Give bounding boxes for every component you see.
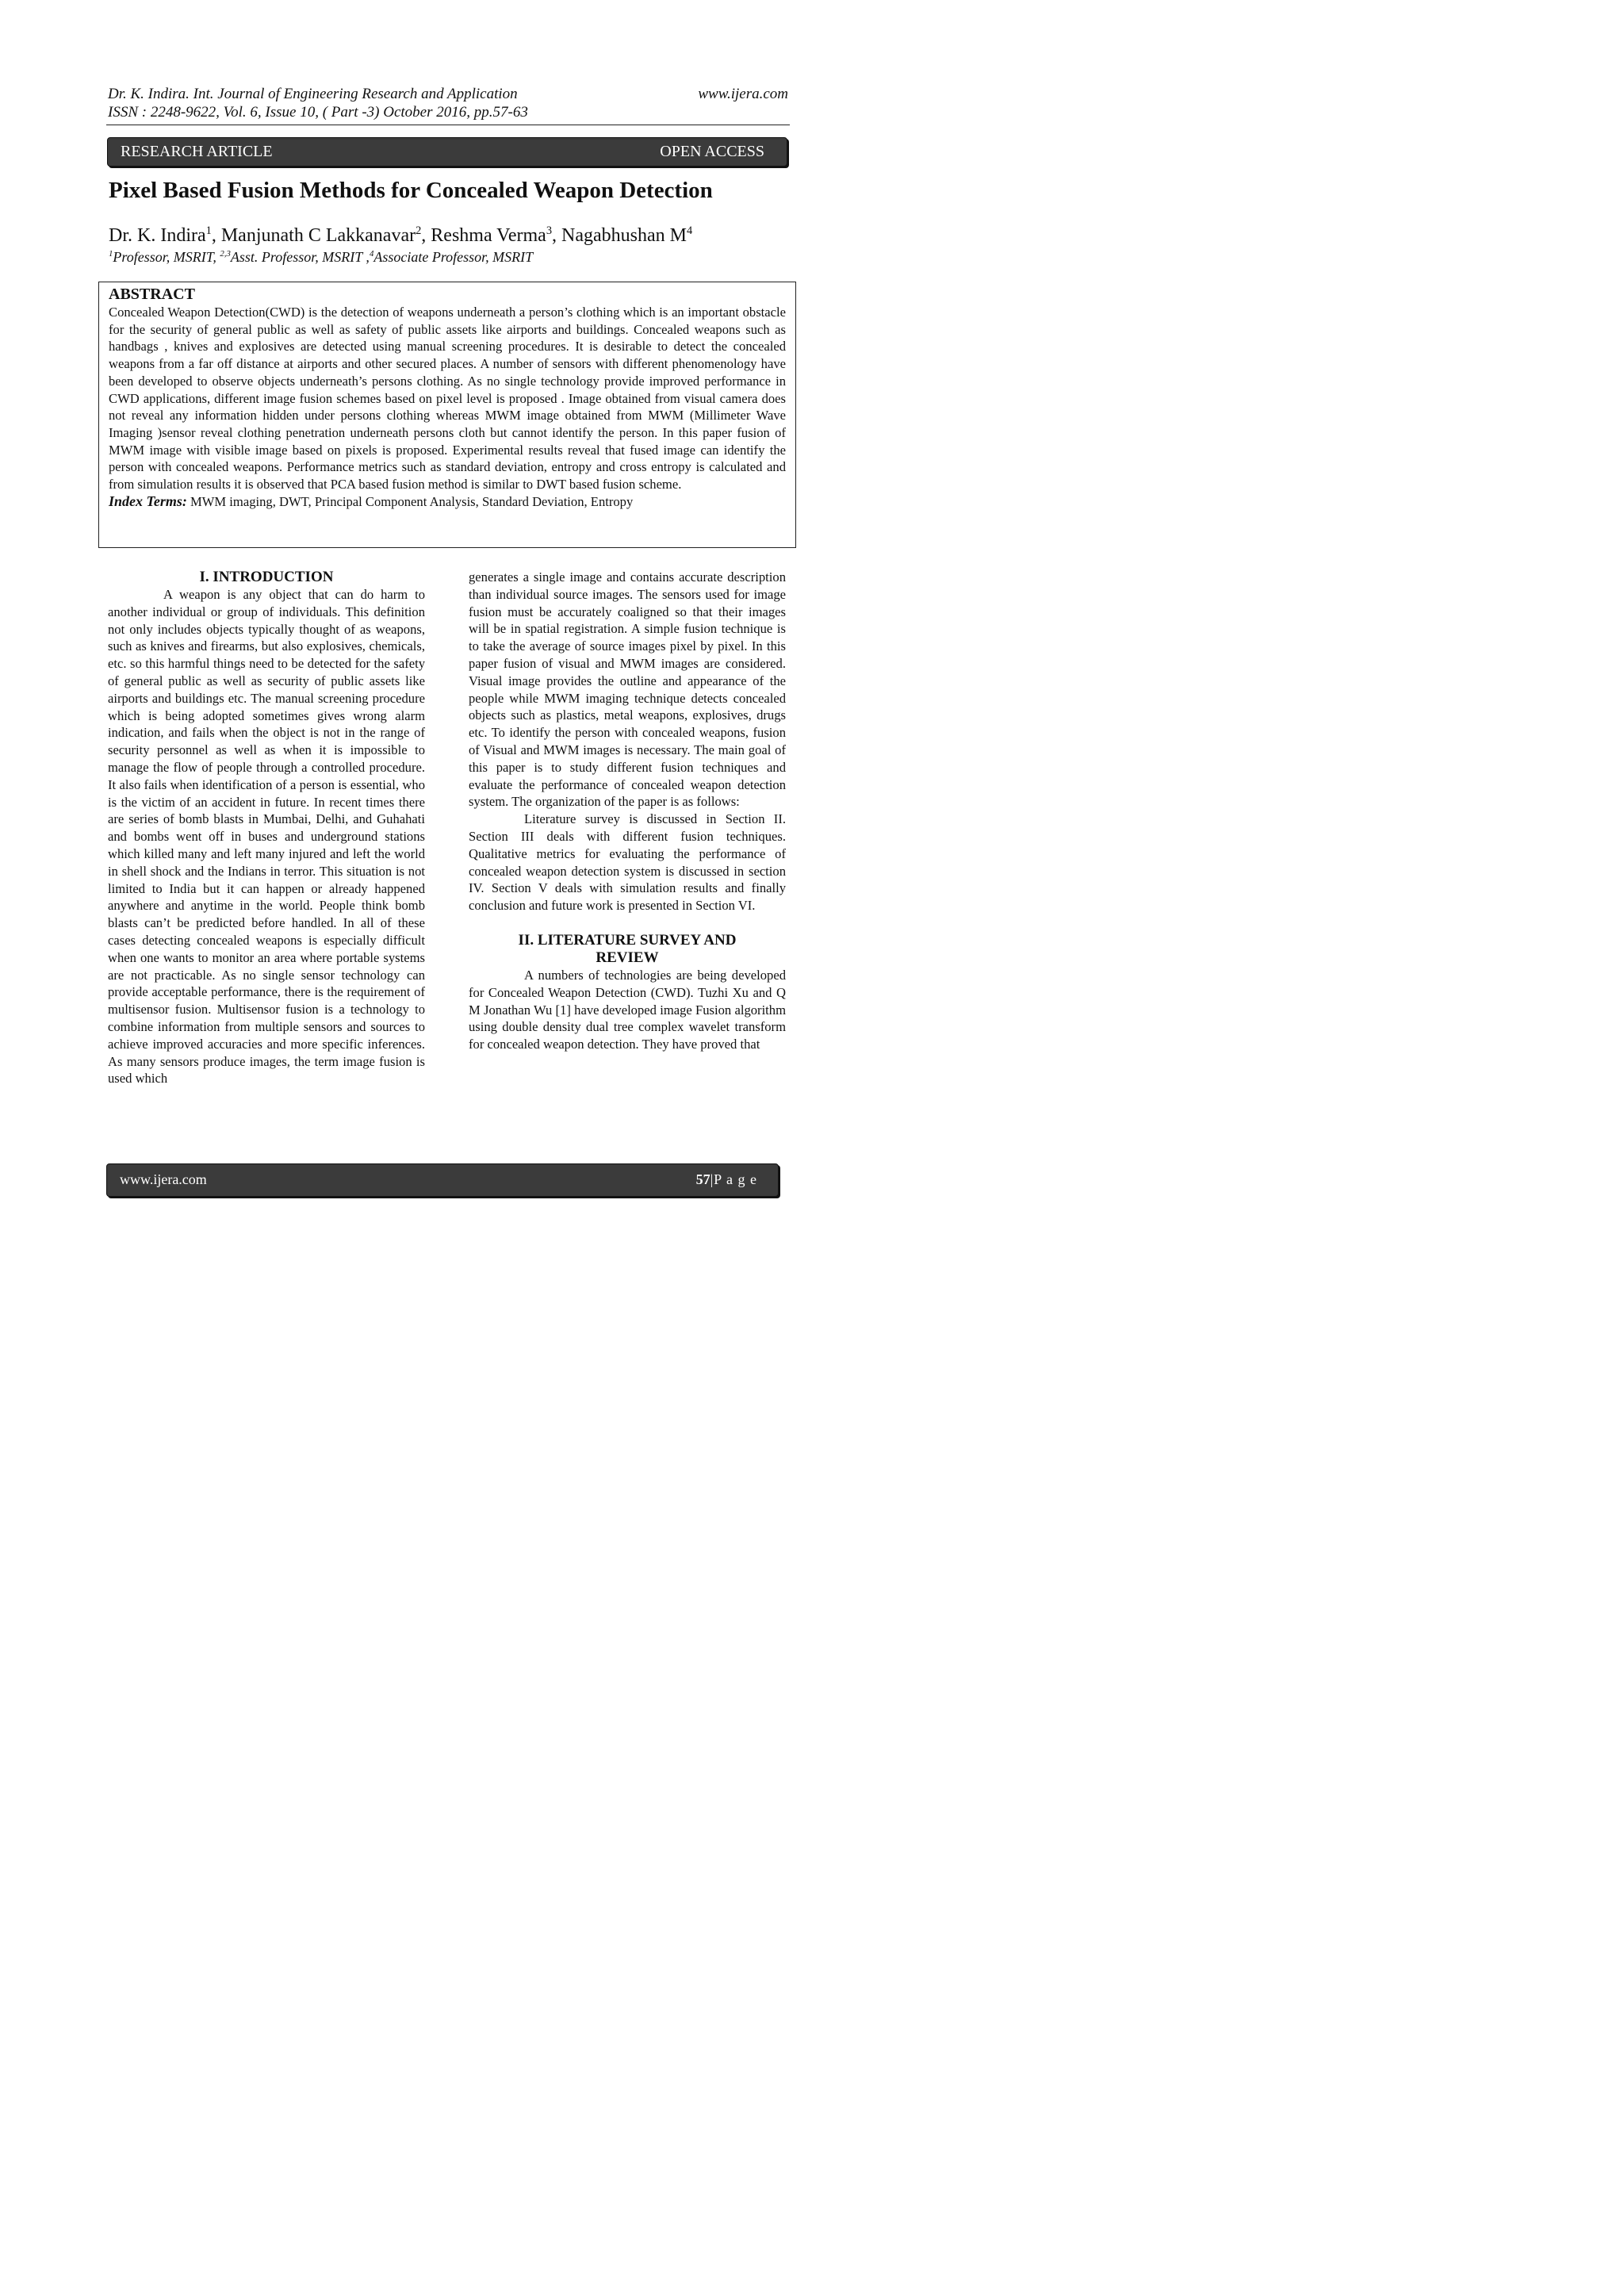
paper-title: Pixel Based Fusion Methods for Concealed Weapon Detection bbox=[109, 178, 713, 203]
journal-url[interactable]: www.ijera.com bbox=[698, 86, 788, 102]
left-column bbox=[108, 569, 425, 1087]
author-sep: , bbox=[421, 225, 431, 246]
author-sup: 4 bbox=[687, 224, 693, 237]
section-heading-line: REVIEW bbox=[596, 949, 659, 966]
affil-text: Asst. Professor, MSRIT , bbox=[230, 249, 370, 265]
affil-sup: 2,3 bbox=[220, 249, 231, 259]
index-terms-text: MWM imaging, DWT, Principal Component Analysis, Standard Deviation, Entropy bbox=[186, 493, 634, 509]
page-number-value: 57 bbox=[695, 1171, 710, 1187]
author-sup: 2 bbox=[416, 224, 422, 237]
journal-header bbox=[108, 85, 528, 121]
affiliation-line bbox=[109, 248, 533, 266]
article-type-label: RESEARCH ARTICLE bbox=[121, 143, 273, 160]
page-label: |P a g e bbox=[710, 1171, 757, 1187]
section-gap bbox=[469, 914, 786, 932]
author-name: Manjunath C Lakkanavar bbox=[220, 225, 416, 246]
journal-citation: Dr. K. Indira. Int. Journal of Engineering Research and Application bbox=[108, 86, 518, 102]
author-sup: 3 bbox=[546, 224, 553, 237]
abstract-text: Concealed Weapon Detection(CWD) is the detection of weapons underneath a person’s clothing which is an important obstacle for the security of general public as well as safety of public assets like airports and buildings. Concealed weapons such as handbags , knives and explosives are detected using manual screening procedures. It is desirable to detect the concealed weapons from a far off distance at airports and other secured places. A number of sensors with different phenomenology have been developed to observe objects underneath’s persons clothing. As no single technology provide improved performance in CWD applications, different image fusion schemes based on pixel level is proposed . Image obtained from visual camera does not reveal any information hidden under persons clothing whereas MWM image obtained from MWM (Millimeter Wave Imaging )sensor reveal clothing penetration underneath persons cloth but cannot identify the person. In this paper fusion of MWM image with visible image based on pixels is proposed. Experimental results reveal that fused image can identify the person with concealed weapons. Performance metrics such as standard deviation, entropy and cross entropy is calculated and from simulation results it is observed that PCA based fusion method is similar to DWT based fusion scheme. bbox=[109, 305, 786, 493]
affil-text: Professor, MSRIT, bbox=[113, 249, 220, 265]
author-sep: , bbox=[211, 225, 221, 246]
affil-sup: 4 bbox=[369, 249, 374, 259]
article-type-banner bbox=[107, 137, 787, 167]
index-terms-label: Index Terms: bbox=[109, 493, 187, 509]
right-column bbox=[469, 569, 786, 1053]
author-name: Dr. K. Indira bbox=[109, 225, 206, 246]
intro-paragraph-3: Literature survey is discussed in Section II. Section III deals with different fusion techniques. Qualitative metrics for evaluating the performance of concealed weapon detection system is discussed in section IV. Section V deals with simulation results and finally conclusion and future work is presented in Section VI. bbox=[469, 811, 786, 914]
page-number bbox=[696, 1171, 757, 1188]
index-terms bbox=[109, 493, 786, 511]
author-list bbox=[109, 224, 692, 247]
author-sup: 1 bbox=[205, 224, 212, 237]
intro-paragraph-1: A weapon is any object that can do harm to another individual or group of individuals. This definition not only includes objects typically thought of as weapons, such as knives and firearms, but also explosives, chemicals, etc. so this harmful things need to be detected for the safety of general public as well as security of public assets like airports and buildings etc. The manual screening procedure which is being adopted sometimes gives wrong alarm indication, and fails when the object is not in the range of security personnel as well as when it is impossible to manage the flow of people through a controlled procedure. It also fails when identification of a person is essential, who is the victim of an accident in future. In recent times there are series of bomb blasts in Mumbai, Delhi, and Guhahati and bombs went off in buses and underground stations which killed many and left many injured and left the world in shell shock and the Indians in terror. This situation is not limited to India but it can happen or already happened anywhere and anytime in the world. People think bomb blasts can’t be predicted before handled. In all of these cases detecting concealed weapons is especially difficult when one wants to monitor an area where portable systems are not practicable. As no single sensor technology can provide acceptable performance, there is the requirement of multisensor fusion. Multisensor fusion is a technology to combine information from multiple sensors and sources to achieve improved accuracies and more specific inferences. As many sensors produce images, the term image fusion is used which bbox=[108, 587, 425, 1087]
issn-line: ISSN : 2248-9622, Vol. 6, Issue 10, ( Part -3) October 2016, pp.57-63 bbox=[108, 104, 528, 121]
page-footer bbox=[106, 1163, 779, 1197]
access-label: OPEN ACCESS bbox=[660, 143, 764, 160]
affil-sup: 1 bbox=[109, 249, 113, 259]
intro-paragraph-2: generates a single image and contains accurate description than individual source images. The sensors used for image fusion must be accurately coaligned so that their images will be in spatial registration. A simple fusion technique is to take the average of source images pixel by pixel. In this paper fusion of visual and MWM images are considered. Visual image provides the outline and appearance of the people while MWM imaging technique detects concealed objects such as plastics, metal weapons, explosives, drugs etc. To identify the person with concealed weapons, fusion of Visual and MWM images is necessary. The main goal of this paper is to study different fusion techniques and evaluate the performance of concealed weapon detection system. The organization of the paper is as follows: bbox=[469, 569, 786, 810]
abstract-heading: ABSTRACT bbox=[109, 286, 195, 303]
section-heading-introduction: I. INTRODUCTION bbox=[199, 569, 334, 585]
abstract-box bbox=[98, 282, 796, 548]
section-heading-line: II. LITERATURE SURVEY AND bbox=[518, 931, 737, 949]
author-sep: , bbox=[552, 225, 562, 246]
author-name: Reshma Verma bbox=[431, 225, 546, 246]
section-heading-literature bbox=[469, 932, 786, 967]
footer-url[interactable]: www.ijera.com bbox=[120, 1171, 207, 1187]
affil-text: Associate Professor, MSRIT bbox=[373, 249, 534, 265]
author-name: Nagabhushan M bbox=[561, 225, 687, 246]
literature-paragraph-1: A numbers of technologies are being developed for Concealed Weapon Detection (CWD). Tuzhi Xu and Q M Jonathan Wu [1] have developed image Fusion algorithm using double density dual tree complex wavelet transform for concealed weapon detection. They have proved that bbox=[469, 967, 786, 1052]
